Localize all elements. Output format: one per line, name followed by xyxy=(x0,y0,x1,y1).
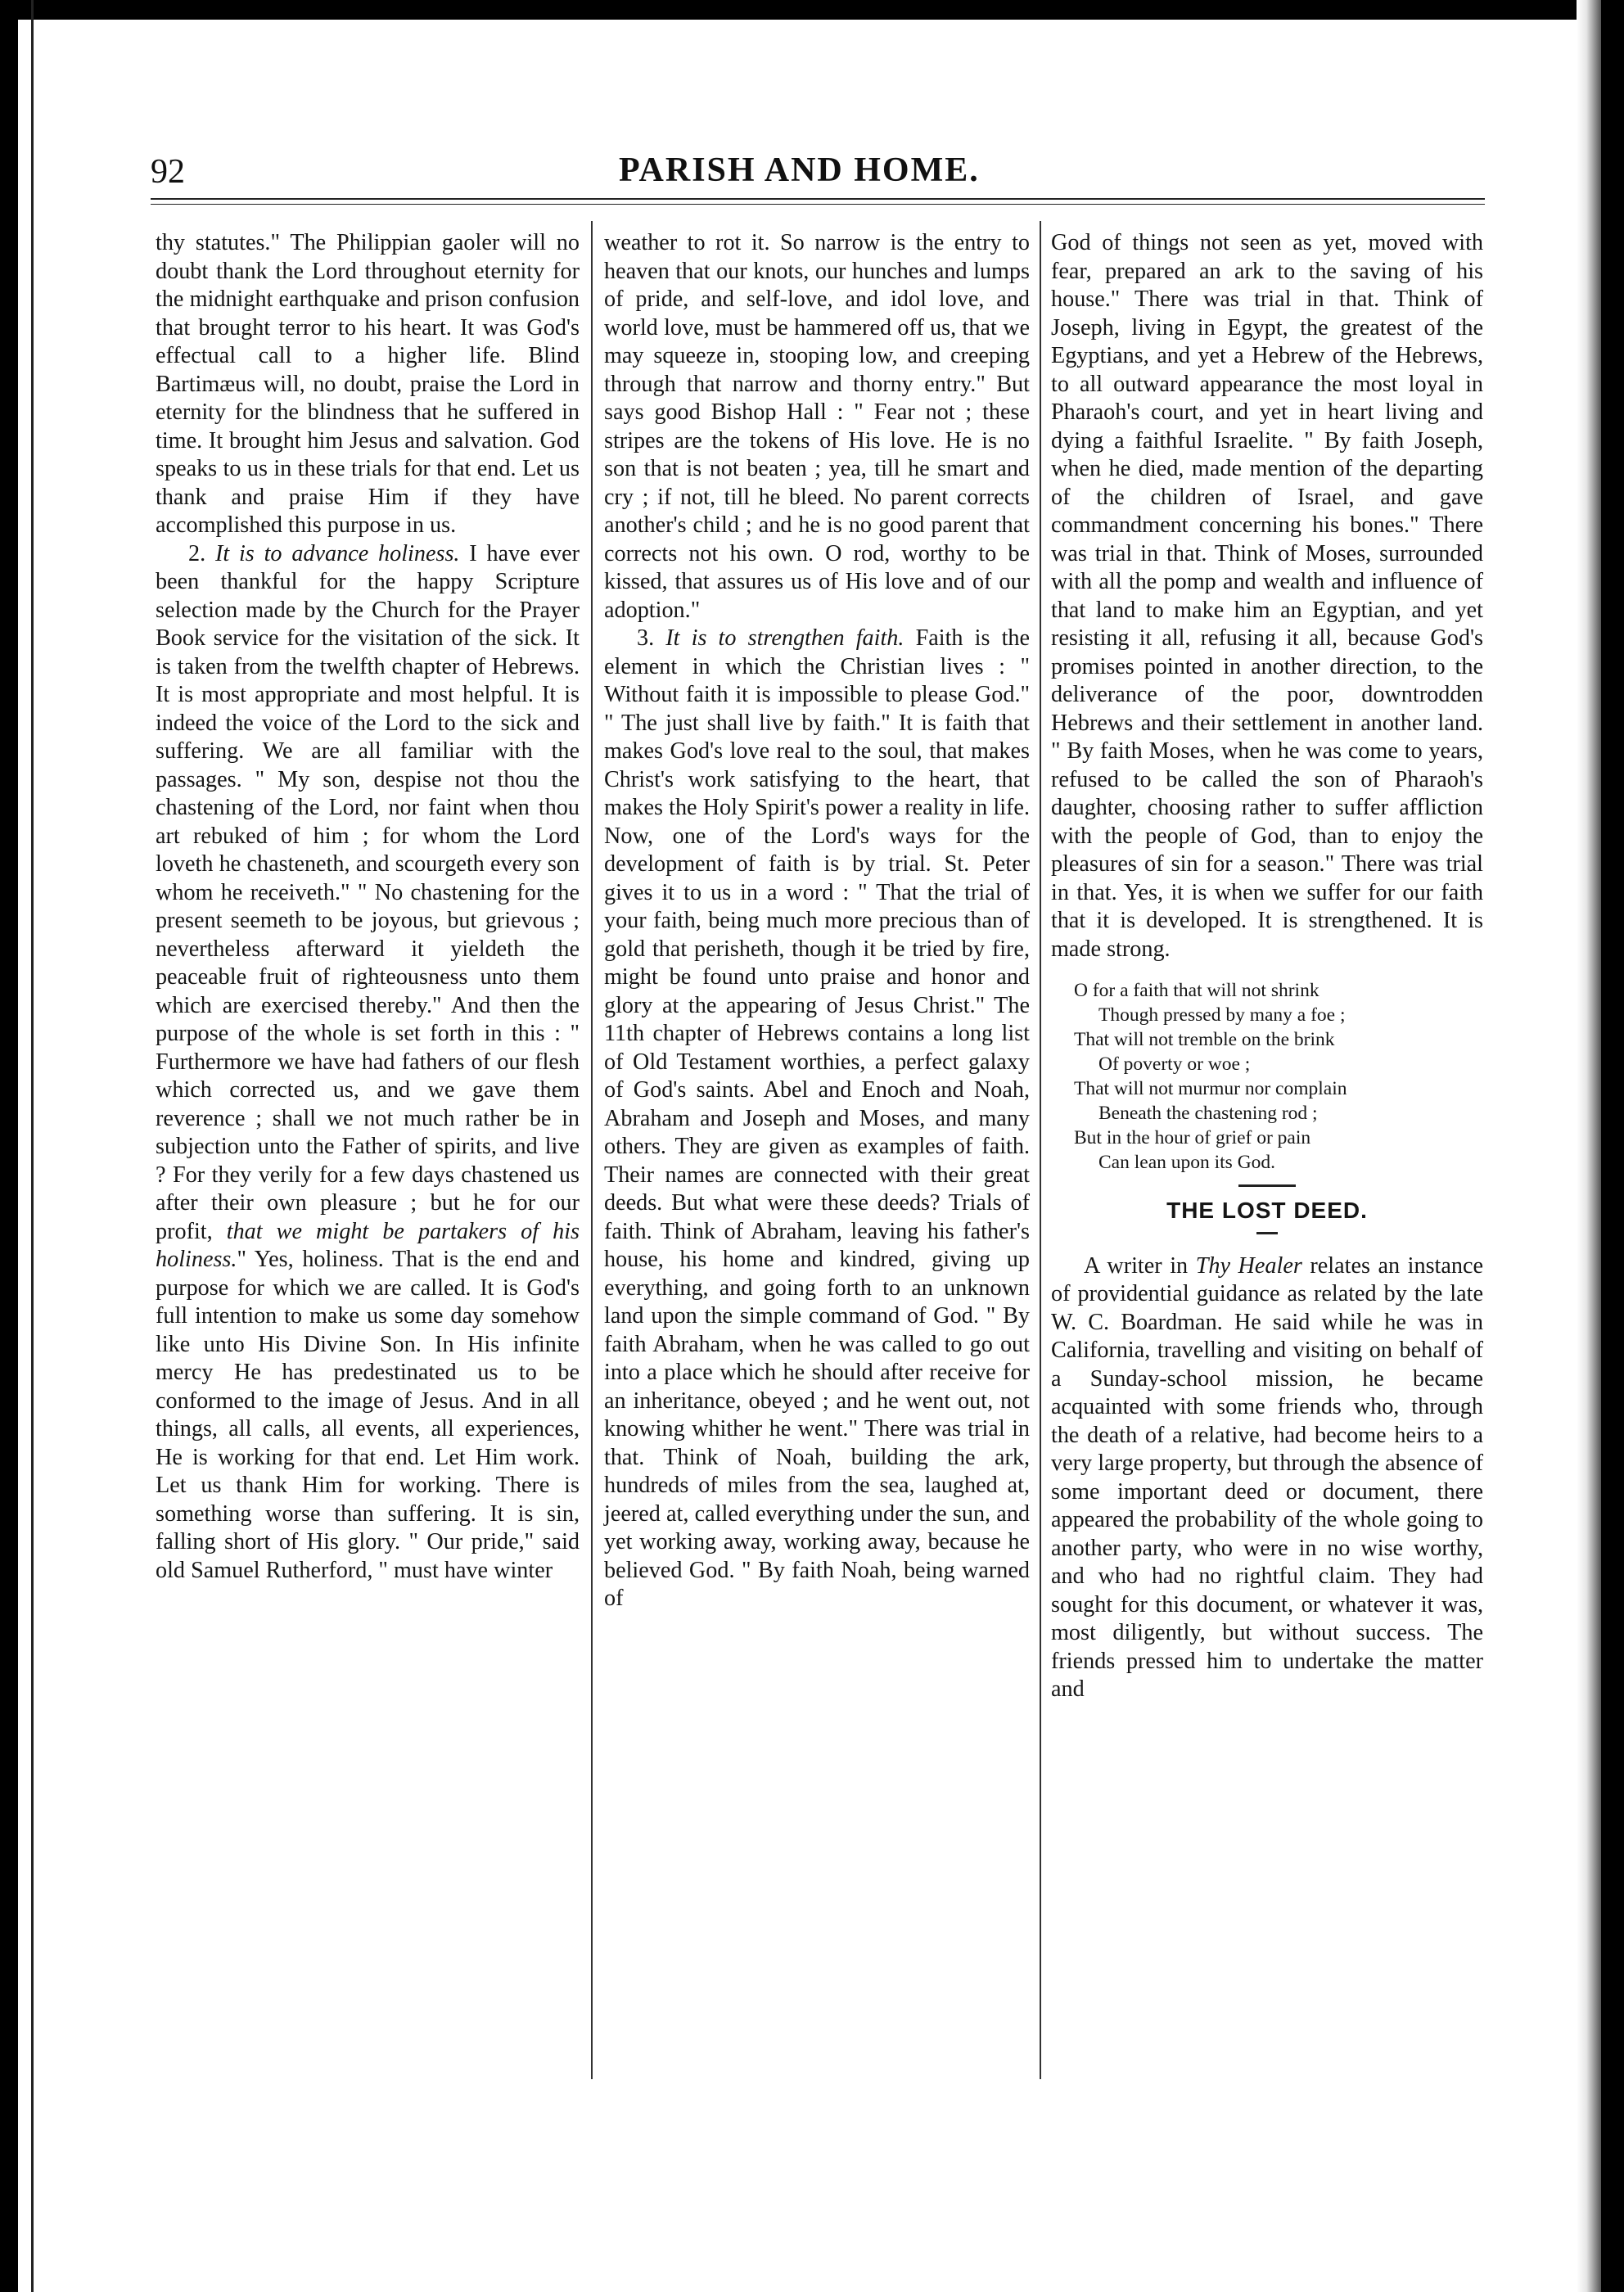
section-number: 3. xyxy=(637,625,666,651)
separator-rule-short xyxy=(1256,1232,1278,1234)
poem-line: That will not murmur nor complain xyxy=(1074,1078,1347,1099)
poem-line: O for a faith that will not shrink xyxy=(1074,980,1320,1001)
poem-line: But in the hour of grief or pain xyxy=(1074,1127,1311,1148)
italic-quote: that we might be partakers of his holiness. xyxy=(156,1218,580,1272)
paragraph: weather to rot it. So narrow is the entry to heaven that our knots, our hunches and lumps of pride, and self-love, and idol love, and world love, must be hammered off us, that we may squeeze in, stooping low, and creeping through that narrow and thorny entry." But says good Bishop Hall : " Fear not ; these stripes are the tokens of His love. He is no son that is not beaten ; yea, till he smart and cry ; if not, till he bleed. No parent corrects another's child ; and he is no good parent that corrects not his own. O rod, worthy to be kissed, that assures us of His love and of our adoption." xyxy=(604,230,1030,623)
poem-line: Beneath the chastening rod ; xyxy=(1098,1103,1318,1124)
section-heading: It is to advance holiness. xyxy=(214,540,460,566)
scan-border-right xyxy=(1601,0,1624,2292)
header-rule-thin xyxy=(151,204,1485,205)
paragraph xyxy=(1051,1252,1483,1704)
header-rule xyxy=(151,198,1485,200)
scan-binding-line xyxy=(31,0,34,2292)
column-1 xyxy=(156,229,580,1585)
poem-line: Though pressed by many a foe ; xyxy=(1098,1004,1346,1026)
paragraph-text: Faith is the element in which the Christian lives : " Without faith it is impossible to please God." " The just shall live by faith." It is faith that makes God's love real to the soul, that makes Christ's work satisfying to the heart, that makes the Holy Spirit's power a reality in life. Now, one of the Lord's ways for the development of faith is by trial. St. Peter gives it to us in a word : " That the trial of your faith, being much more precious than of gold that perisheth, though it be tried by fire, might be found unto praise and honor and glory at the appearing of Jesus Christ." The 11th chapter of Hebrews contains a long list of Old Testament worthies, a perfect galaxy of God's saints. Abel and Enoch and Noah, Abraham and Joseph and Moses, and many others. They are given as examples of faith. Their names are connected with their great deeds. But what were these deeds? Trials of faith. Think of Abraham, leaving his father's house, his home and kindred, giving up everything, and going forth to an unknown land upon the simple command of God. " By faith Abraham, when he was called to go out into a place which he should after receive for an inheritance, obeyed ; and he went out, not knowing whither he went." There was trial in that. Think of Noah, building the ark, hundreds of miles from the sea, laughed at, jeered at, called everything under the sun, and yet working away, working away, because he believed God. " By faith Noah, being warned of xyxy=(604,625,1031,1611)
italic-title: Thy Healer xyxy=(1195,1252,1302,1279)
poem-line: That will not tremble on the brink xyxy=(1074,1029,1335,1050)
poem xyxy=(1051,978,1483,1175)
paragraph: God of things not seen as yet, moved with fear, prepared an ark to the saving of his house." There was trial in that. Think of Joseph, living in Egypt, the greatest of the Egyptians, and yet a Hebrew of the Hebrews, to all outward appearance the most loyal in Pharaoh's court, and yet in heart living and dying a faithful Israelite. " By faith Joseph, when he died, made mention of the departing of the children of Israel, and gave commandment concerning his bones." There was trial in that. Think of Moses, surrounded with all the pomp and wealth and influence of that land to make him an Egyptian, and yet resisting it all, refusing it all, because God's promises pointed in another direction, to the deliverance of the poor, downtrodden Hebrews and their settlement in another land. " By faith Moses, when he was come to years, refused to be called the son of Pharaoh's daughter, choosing rather to suffer affliction with the people of God, than to enjoy the pleasures of sin for a season." There was trial in that. Yes, it is when we suffer for our faith that it is developed. It is strengthened. It is made strong. xyxy=(1051,230,1483,962)
paragraph-text: I have ever been thankful for the happy Scripture selection made by the Church for the Prayer Book service for the visitation of the sick. It is taken from the twelfth chapter of Hebrews. It is most appropriate and most helpful. It is indeed the voice of the Lord to the sick and suffering. We are all familiar with the passages. " My son, despise not thou the chastening of the Lord, nor faint when thou art rebuked of him ; for whom the Lord loveth he chasteneth, and scourgeth every son whom he receiveth." " No chastening for the present seemeth to be joyous, but grievous ; nevertheless afterward it yieldeth the peaceable fruit of righteousness unto them which are exercised thereby." And then the purpose of the whole is set forth in this : " Furthermore we have had fathers of our flesh which corrected us, and we gave them reverence ; shall we not much rather be in subjection unto the Father of spirits, and live ? For they verily for a few days chastened us after their own pleasure ; but he for our profit, xyxy=(156,540,580,1244)
scan-border-top xyxy=(0,0,1624,20)
paragraph xyxy=(156,540,580,1586)
paragraph-text: A writer in xyxy=(1084,1252,1196,1279)
scan-page-shadow xyxy=(1577,0,1601,2292)
separator-rule xyxy=(1238,1184,1296,1187)
paragraph-text: " Yes, holiness. That is the end and purpose for which we are called. It is God's full intention to make us some day somehow like unto His Divine Son. In His infinite mercy He has predestinated us to be conformed to the image of Jesus. And in all things, all calls, all events, all experiences, He is working for that end. Let Him work. Let us thank Him for working. There is something worse than suffering. It is sin, falling short of His glory. " Our pride," said old Samuel Rutherford, " must have winter xyxy=(156,1247,580,1583)
section-number: 2. xyxy=(188,540,215,566)
column-2 xyxy=(604,229,1030,1613)
column-3 xyxy=(1051,229,1483,1704)
poem-line: Can lean upon its God. xyxy=(1098,1152,1276,1173)
page-title: PARISH AND HOME. xyxy=(619,151,980,189)
column-divider xyxy=(1040,221,1041,2079)
paragraph: thy statutes." The Philippian gaoler will no doubt thank the Lord throughout eternity for the midnight earthquake and prison confusion that brought terror to his heart. It was God's effectual call to a higher life. Blind Bartimæus will, no doubt, praise the Lord in eternity for the blindness that he suffered in time. It brought him Jesus and salvation. God speaks to us in these trials for that end. Let us thank and praise Him if they have accomplished this purpose in us. xyxy=(156,230,580,538)
paragraph-text: relates an instance of providential guidance as related by the late W. C. Boardman. He said while he was in California, travelling and visiting on behalf of a Sunday-school mission, he became acquainted with some friends who, through the death of a relative, had become heirs to a very large property, but through the absence of some important deed or document, there appeared the probability of the whole going to another party, who were in no wise worthy, and who had no rightful claim. They had sought for this document, or whatever it was, most diligently, but without success. The friends pressed him to undertake the matter and xyxy=(1051,1252,1484,1702)
section-title: THE LOST DEED. xyxy=(1166,1198,1368,1223)
scan-border-left xyxy=(0,0,18,2292)
poem-line: Of poverty or woe ; xyxy=(1098,1054,1251,1075)
page-number: 92 xyxy=(151,153,185,191)
column-divider xyxy=(591,221,593,2079)
section-heading: It is to strengthen faith. xyxy=(665,625,904,651)
paragraph xyxy=(604,625,1030,1613)
